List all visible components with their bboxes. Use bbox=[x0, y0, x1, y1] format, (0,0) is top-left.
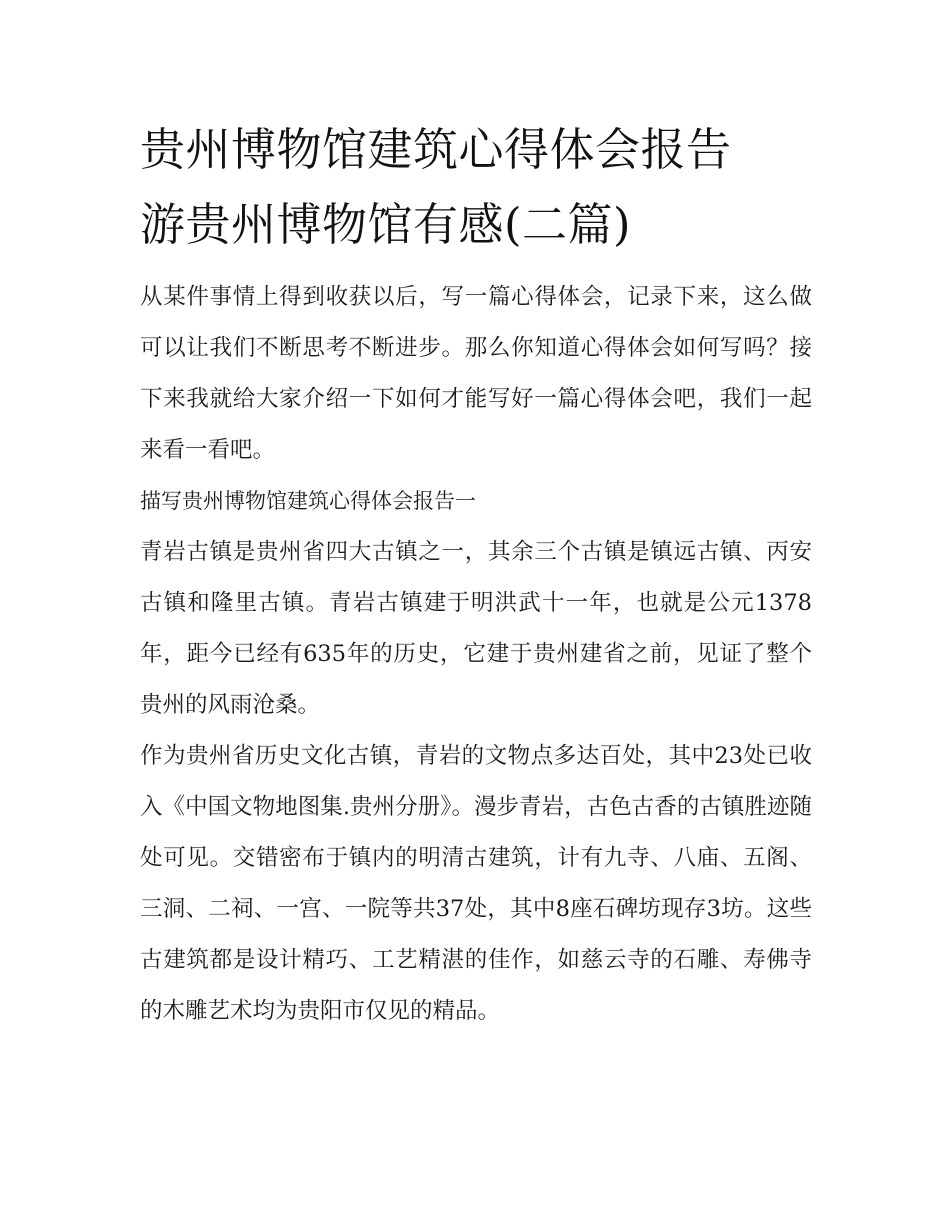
document-title-line-1: 贵州博物馆建筑心得体会报告 bbox=[140, 123, 732, 176]
document-title bbox=[140, 112, 812, 262]
document-content bbox=[140, 112, 812, 1037]
section-heading: 描写贵州博物馆建筑心得体会报告一 bbox=[140, 489, 476, 513]
body-paragraph-1: 青岩古镇是贵州省四大古镇之一，其余三个古镇是镇远古镇、丙安古镇和隆里古镇。青岩古镇建于明洪武十一年，也就是公元1378年，距今已经有635年的历史，它建于贵州建省之前，见证了整个贵州的风雨沧桑。 bbox=[140, 539, 812, 718]
intro-paragraph: 从某件事情上得到收获以后，写一篇心得体会，记录下来，这么做可以让我们不断思考不断进步。那么你知道心得体会如何写吗？接下来我就给大家介绍一下如何才能写好一篇心得体会吧，我们一起来看一看吧。 bbox=[140, 284, 812, 463]
document-title-line-2: 游贵州博物馆有感(二篇) bbox=[140, 198, 632, 251]
body-paragraph-2: 作为贵州省历史文化古镇，青岩的文物点多达百处，其中23处已收入《中国文物地图集.贵州分册》。漫步青岩，古色古香的古镇胜迹随处可见。交错密布于镇内的明清古建筑，计有九寺、八庙、五阁、三洞、二祠、一宫、一院等共37处，其中8座石碑坊现存3坊。这些古建筑都是设计精巧、工艺精湛的佳作，如慈云寺的石雕、寿佛寺的木雕艺术均为贵阳市仅见的精品。 bbox=[140, 743, 812, 1024]
